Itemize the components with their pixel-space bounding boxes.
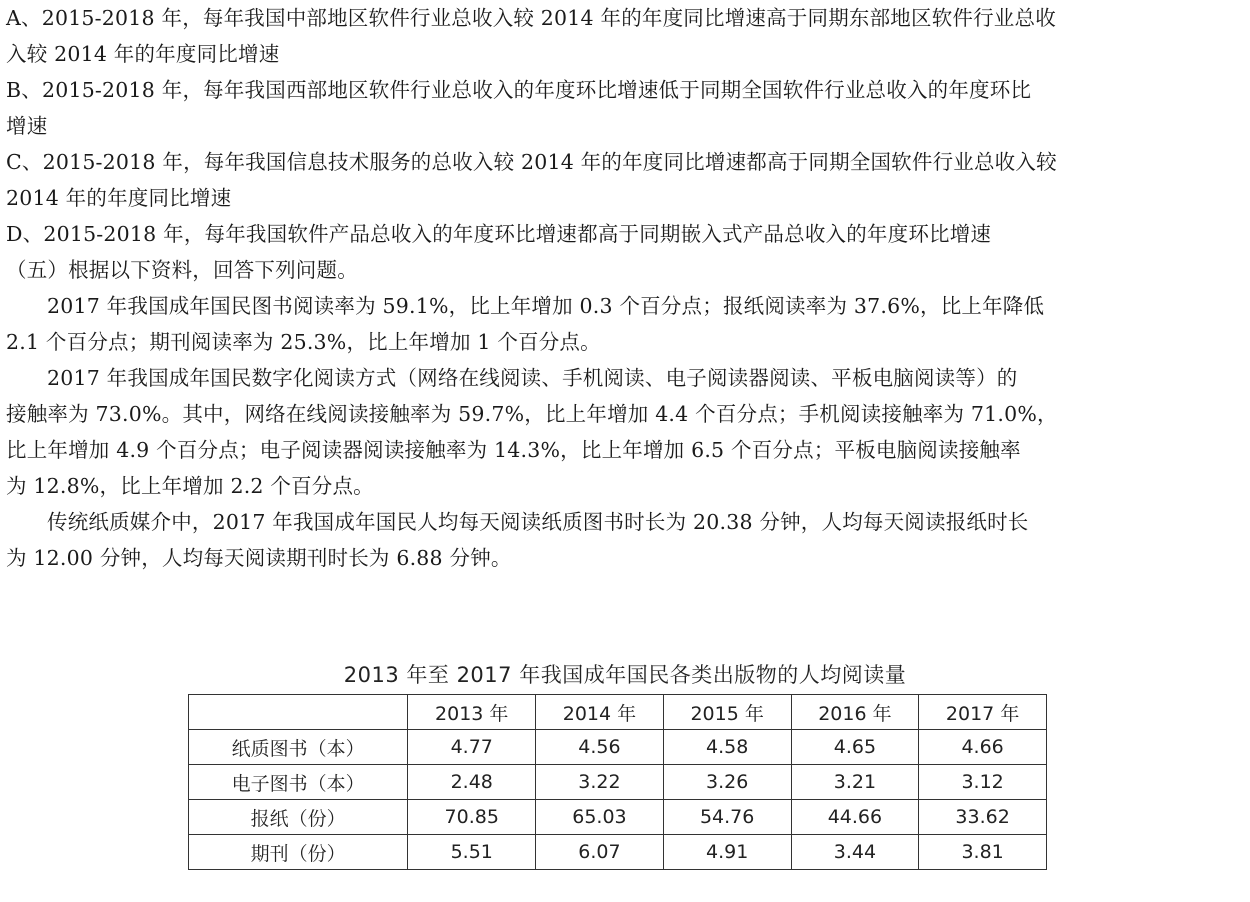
- row-label-periodicals: 期刊（份）: [189, 835, 408, 870]
- table-row: [189, 765, 1047, 800]
- table-cell: 3.81: [919, 835, 1047, 870]
- document-body: [6, 0, 1242, 576]
- table-row: [189, 730, 1047, 765]
- option-b-line-2: 增速: [6, 114, 48, 138]
- row-label-newspapers: 报纸（份）: [189, 800, 408, 835]
- header-cell-blank: [189, 695, 408, 730]
- section-heading: （五）根据以下资料，回答下列问题。: [6, 258, 358, 282]
- option-a-line-2: 入较 2014 年的年度同比增速: [6, 42, 280, 66]
- paragraph-1-line-2: 2.1 个百分点；期刊阅读率为 25.3%，比上年增加 1 个百分点。: [6, 330, 601, 354]
- table-cell: 6.07: [536, 835, 664, 870]
- table-cell: 65.03: [536, 800, 664, 835]
- header-cell-2016: 2016 年: [791, 695, 919, 730]
- table-cell: 4.58: [663, 730, 791, 765]
- option-c-line-1: C、2015-2018 年，每年我国信息技术服务的总收入较 2014 年的年度同比增速都高于同期全国软件行业总收入较: [6, 150, 1057, 174]
- paragraph-1-line-1: 2017 年我国成年国民图书阅读率为 59.1%，比上年增加 0.3 个百分点；报纸阅读率为 37.6%，比上年降低: [47, 294, 1045, 318]
- table-cell: 4.56: [536, 730, 664, 765]
- table-cell: 4.65: [791, 730, 919, 765]
- table-cell: 4.77: [408, 730, 536, 765]
- table-cell: 54.76: [663, 800, 791, 835]
- header-cell-2015: 2015 年: [663, 695, 791, 730]
- table-cell: 33.62: [919, 800, 1047, 835]
- table-title: 2013 年至 2017 年我国成年国民各类出版物的人均阅读量: [343, 663, 907, 687]
- header-cell-2017: 2017 年: [919, 695, 1047, 730]
- header-cell-2013: 2013 年: [408, 695, 536, 730]
- paragraph-3-line-1: 传统纸质媒介中，2017 年我国成年国民人均每天阅读纸质图书时长为 20.38 分钟，人均每天阅读报纸时长: [47, 510, 1029, 534]
- table-cell: 3.21: [791, 765, 919, 800]
- table-cell: 3.22: [536, 765, 664, 800]
- table-row: [189, 835, 1047, 870]
- paragraph-2-line-1: 2017 年我国成年国民数字化阅读方式（网络在线阅读、手机阅读、电子阅读器阅读、平板电脑阅读等）的: [47, 366, 1018, 390]
- table-cell: 4.91: [663, 835, 791, 870]
- paragraph-2-line-4: 为 12.8%，比上年增加 2.2 个百分点。: [6, 474, 374, 498]
- reading-volume-table: [188, 694, 1047, 870]
- option-a-line-1: A、2015-2018 年，每年我国中部地区软件行业总收入较 2014 年的年度同比增速高于同期东部地区软件行业总收: [6, 6, 1056, 30]
- table-cell: 3.12: [919, 765, 1047, 800]
- table-header-row: [189, 695, 1047, 730]
- row-label-ebooks: 电子图书（本）: [189, 765, 408, 800]
- table-cell: 2.48: [408, 765, 536, 800]
- table-cell: 5.51: [408, 835, 536, 870]
- table-cell: 70.85: [408, 800, 536, 835]
- paragraph-2-line-3: 比上年增加 4.9 个百分点；电子阅读器阅读接触率为 14.3%，比上年增加 6.5 个百分点；平板电脑阅读接触率: [6, 438, 1021, 462]
- paragraph-3-line-2: 为 12.00 分钟，人均每天阅读期刊时长为 6.88 分钟。: [6, 546, 512, 570]
- option-c-line-2: 2014 年的年度同比增速: [6, 186, 232, 210]
- option-d-line-1: D、2015-2018 年，每年我国软件产品总收入的年度环比增速都高于同期嵌入式产品总收入的年度环比增速: [6, 222, 992, 246]
- table-cell: 4.66: [919, 730, 1047, 765]
- paragraph-2-line-2: 接触率为 73.0%。其中，网络在线阅读接触率为 59.7%，比上年增加 4.4 个百分点；手机阅读接触率为 71.0%，: [6, 402, 1058, 426]
- table-cell: 3.44: [791, 835, 919, 870]
- table-row: [189, 800, 1047, 835]
- header-cell-2014: 2014 年: [536, 695, 664, 730]
- row-label-paper-books: 纸质图书（本）: [189, 730, 408, 765]
- option-b-line-1: B、2015-2018 年，每年我国西部地区软件行业总收入的年度环比增速低于同期全国软件行业总收入的年度环比: [6, 78, 1032, 102]
- table-cell: 3.26: [663, 765, 791, 800]
- table-cell: 44.66: [791, 800, 919, 835]
